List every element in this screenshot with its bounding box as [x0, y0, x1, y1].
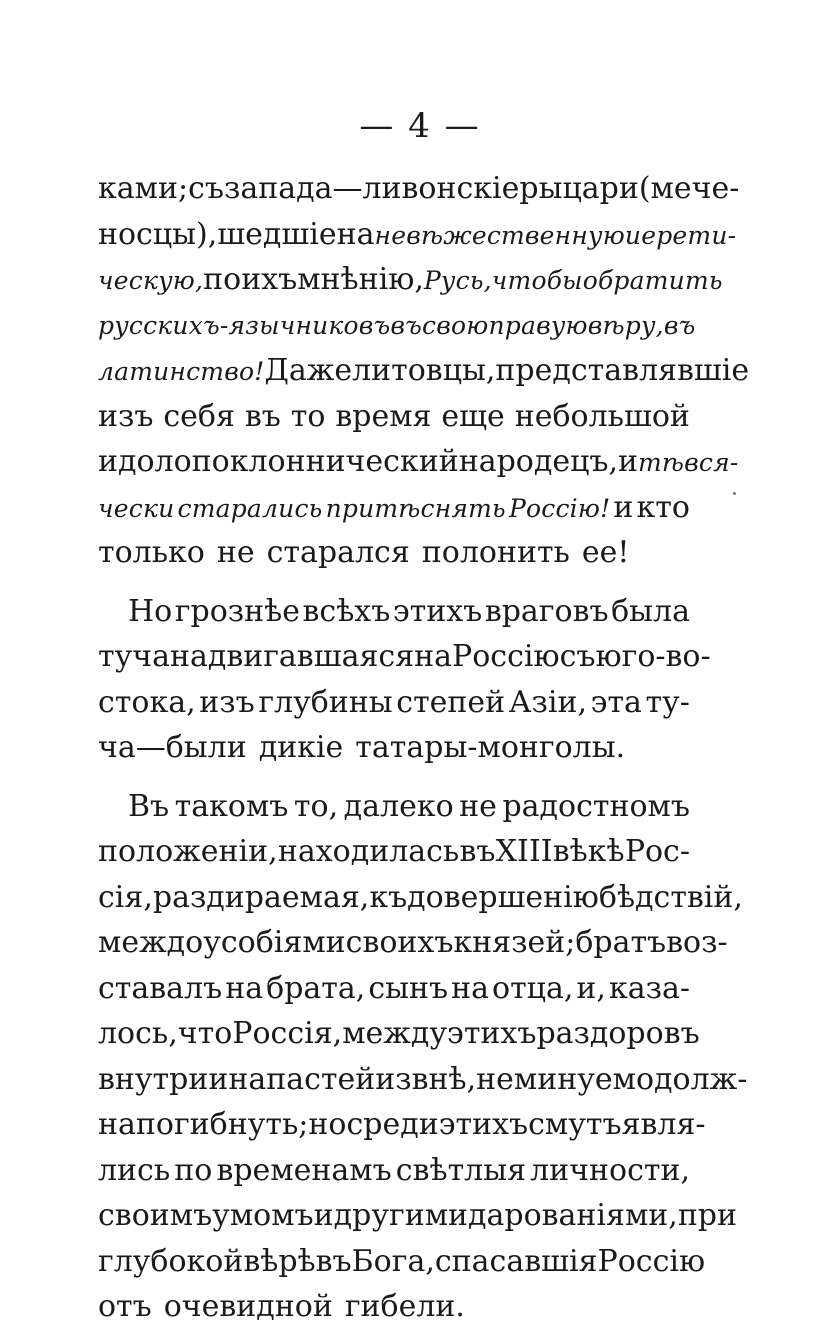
word: братъ [575, 925, 667, 960]
word: носцы), [98, 216, 218, 252]
word: запада—ливонскіе [223, 171, 520, 206]
italic-word: обратить [582, 266, 723, 295]
word: не [216, 535, 255, 570]
word: сынъ [368, 970, 449, 1006]
word: шедшіе [217, 216, 337, 252]
word: (мече- [638, 171, 740, 206]
word: съ [559, 639, 596, 674]
word: на [225, 970, 264, 1006]
word: ками; [98, 171, 189, 206]
text-line [98, 394, 690, 440]
italic-word: чтобы [491, 266, 583, 295]
word: далеко [343, 788, 454, 824]
word: Рос- [624, 834, 690, 869]
text-line [98, 212, 737, 258]
word: бѣдствій, [598, 879, 743, 915]
word: лось, [98, 1016, 178, 1051]
word: и [208, 1061, 229, 1097]
text-line [98, 1011, 700, 1057]
word: личности, [530, 1152, 690, 1188]
word: Россію [452, 639, 560, 674]
italic-word: старались [177, 493, 323, 523]
word: время [335, 398, 432, 434]
italic-word: свою [422, 310, 489, 340]
word: брата, [266, 970, 366, 1006]
word: въ [315, 1243, 352, 1279]
word: съ [188, 171, 224, 206]
word: при [677, 1198, 738, 1233]
page-number: — 4 — [359, 106, 481, 146]
text-line [98, 530, 690, 576]
italic-word: латинство! [98, 357, 265, 386]
text-line [98, 1193, 738, 1239]
word: ту- [645, 684, 690, 720]
text-line [98, 257, 723, 303]
word: сія, [98, 879, 153, 915]
word: раздираемая, [152, 879, 370, 915]
word: глубины [258, 684, 393, 720]
word: враговъ [484, 593, 609, 629]
word: грознѣе [174, 593, 300, 629]
word: и [613, 489, 634, 525]
italic-word: вѣру, [587, 310, 664, 340]
word: и [618, 444, 638, 479]
word: что [177, 1016, 233, 1051]
print-speck [733, 492, 736, 495]
text-line [98, 589, 690, 635]
word: юго-во- [595, 639, 711, 674]
word: Россія, [232, 1016, 343, 1051]
word: находилась [277, 834, 460, 869]
word: этихъ [438, 1107, 529, 1142]
text-line [98, 920, 728, 966]
word: довершенію [407, 879, 599, 915]
word: кто [636, 489, 690, 525]
word: междоусобіями [98, 925, 346, 960]
word: другими [333, 1198, 469, 1233]
word: отъ [98, 1289, 152, 1324]
word: была [611, 593, 690, 629]
italic-word: притѣснять [325, 493, 506, 523]
word: къ [369, 879, 408, 915]
word: по [203, 262, 242, 297]
word: Даже [264, 353, 353, 388]
word: раздоровъ [536, 1016, 700, 1051]
paragraph-gap [98, 771, 690, 784]
word: еще [441, 398, 505, 434]
word: туча [98, 639, 170, 674]
italic-word: Россію! [508, 493, 611, 523]
body-text [98, 166, 750, 1330]
italic-word: чески [98, 493, 175, 523]
word: свѣтлыя [395, 1152, 527, 1188]
word: небольшой [514, 398, 690, 434]
word: напастей [228, 1061, 376, 1097]
word: и, [576, 970, 606, 1006]
word: смутъ [528, 1107, 622, 1142]
word: идолопоклоннический [98, 444, 459, 479]
word: представлявшіе [495, 353, 750, 388]
text-line [98, 1284, 690, 1330]
word: въ [244, 398, 281, 434]
word: старался [266, 535, 410, 570]
word: лись [98, 1152, 171, 1188]
word: татары-монголы. [355, 730, 626, 765]
text-line [98, 966, 690, 1012]
italic-word: ческую, [98, 266, 204, 295]
word: между [342, 1016, 448, 1051]
word: народецъ, [458, 444, 618, 479]
word: Россію [597, 1243, 706, 1279]
word: степей [396, 684, 506, 720]
word: на [98, 1107, 136, 1142]
text-line [98, 485, 690, 531]
word: неминуемо [476, 1061, 655, 1097]
italic-word: Русь, [423, 266, 492, 295]
word: радостномъ [502, 788, 690, 824]
word: на [336, 216, 375, 252]
word: очевидной [163, 1289, 333, 1324]
text-line [98, 784, 690, 830]
text-line [98, 1057, 748, 1103]
word: изъ [98, 398, 154, 434]
word: временамъ [216, 1152, 392, 1188]
word: воз- [666, 925, 728, 960]
word: умомъ [212, 1198, 314, 1233]
word: каза- [608, 970, 690, 1006]
paragraph-gap [98, 576, 690, 589]
italic-word: въ [390, 310, 423, 340]
text-line [98, 303, 696, 349]
word: ихъ [241, 262, 298, 297]
text-line [98, 1148, 690, 1194]
word: только [98, 535, 205, 570]
word: Но [128, 593, 173, 629]
word: такомъ [174, 788, 289, 824]
word: по [174, 1152, 213, 1188]
word: спасавшія [434, 1243, 598, 1279]
word: полонить [421, 535, 570, 570]
word: ее! [581, 535, 630, 570]
word: извнѣ, [375, 1061, 477, 1097]
word: внутри [98, 1061, 209, 1097]
word: дарованіями, [468, 1198, 678, 1233]
italic-word: правую [488, 310, 588, 340]
word: дикіе [258, 730, 344, 765]
word: своихъ [345, 925, 454, 960]
word: погибнуть; [135, 1107, 309, 1142]
word: своимъ [98, 1198, 213, 1233]
word: Азіи, [508, 684, 588, 720]
word: положеніи, [98, 834, 278, 869]
text-line [98, 725, 690, 771]
word: этихъ [392, 593, 483, 629]
text-line [98, 439, 739, 485]
italic-word: тѣ [638, 448, 685, 477]
word: изъ [199, 684, 255, 720]
text-line [98, 680, 690, 726]
italic-word: вся- [684, 448, 739, 477]
text-line [98, 829, 690, 875]
word: вѣкѣ [552, 834, 625, 869]
word: въ [459, 834, 496, 869]
word: Бога, [351, 1243, 435, 1279]
word: то, [293, 788, 339, 824]
word: XIII [495, 834, 553, 869]
word: надвигавшаяся [169, 639, 415, 674]
word: на [451, 970, 489, 1006]
word: мнѣнію, [297, 262, 424, 297]
text-line [98, 634, 711, 680]
word: всѣхъ [302, 593, 391, 629]
word: стока, [98, 684, 196, 720]
word: Въ [128, 788, 170, 824]
text-line [98, 875, 743, 921]
word: этихъ [447, 1016, 537, 1051]
word: не [459, 788, 497, 824]
text-line [98, 1102, 706, 1148]
word: гибели. [344, 1289, 465, 1324]
italic-word: въ [663, 310, 696, 340]
text-line [98, 166, 740, 212]
word: и [313, 1198, 334, 1233]
word: отца, [492, 970, 574, 1006]
italic-word: русскихъ-язычниковъ [98, 310, 391, 340]
word: князей; [453, 925, 576, 960]
word: литовцы, [352, 353, 496, 388]
text-line [98, 1239, 706, 1285]
word: себя [163, 398, 235, 434]
word: на [414, 639, 453, 674]
text-line [98, 348, 750, 394]
word: ставалъ [98, 970, 223, 1006]
italic-word: невѣжественную [374, 220, 625, 250]
word: рыцари [519, 171, 639, 206]
word: среди [346, 1107, 439, 1142]
italic-word: ерети- [641, 220, 737, 250]
italic-word: и [624, 220, 642, 250]
word: эта [590, 684, 642, 720]
word: то [290, 398, 326, 434]
word: вѣрѣ [243, 1243, 316, 1279]
word: ча—были [98, 730, 247, 765]
word: но [308, 1107, 347, 1142]
word: долж- [654, 1061, 748, 1097]
word: глубокой [98, 1243, 244, 1279]
word: явля- [621, 1107, 706, 1142]
